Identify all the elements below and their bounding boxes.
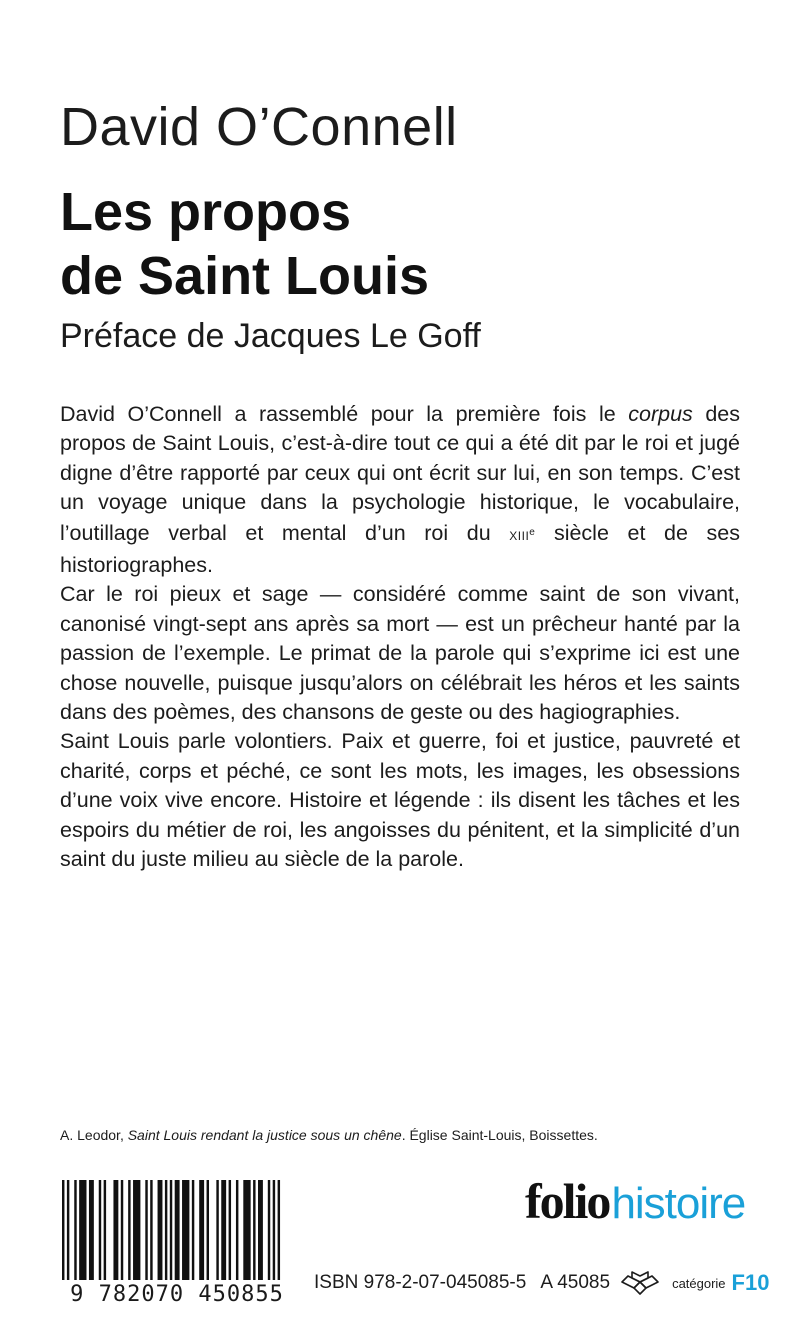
logo-histoire: histoire (611, 1179, 746, 1228)
folio-histoire-logo (525, 1172, 745, 1232)
century-suffix: e (529, 526, 536, 538)
barcode-bar (150, 1180, 152, 1280)
barcode-bar (74, 1180, 76, 1280)
caption-location: . Église Saint-Louis, Boissettes. (401, 1127, 598, 1143)
barcode-bar (216, 1180, 218, 1280)
blurb-paragraph-2: Car le roi pieux et sage — considéré comme saint de son vivant, canonisé vingt-sept ans après sa mort — est un prêcheur hanté par la passion de l’exemple. Le primat de la parole qui s’exprime ici est une chose nouvelle, puisque jusqu’alors on célébrait les héros et les saints dans des poèmes, des chansons de geste ou des hagiographies. (60, 582, 740, 725)
category-label: catégorie (672, 1275, 726, 1291)
logo-folio: folio (525, 1173, 610, 1229)
barcode-bar (158, 1180, 163, 1280)
isbn-number: ISBN 978-2-07-045085-5 (314, 1272, 527, 1293)
barcode-bar (199, 1180, 204, 1280)
blurb-p1-part-c: siècle et de ses historiographes. (60, 520, 741, 578)
author-name: David O’Connell (60, 97, 458, 157)
barcode-bar (145, 1180, 147, 1280)
barcode-bar (133, 1180, 140, 1280)
blurb-corpus-word: corpus (628, 402, 693, 426)
back-cover-blurb (60, 400, 740, 875)
barcode-bar (273, 1180, 275, 1280)
blurb-paragraph-1 (60, 400, 740, 580)
barcode-bar (175, 1180, 180, 1280)
barcode-bar (128, 1180, 130, 1280)
barcode-bar (62, 1180, 64, 1280)
book-title-line-2: de Saint Louis (60, 246, 430, 306)
century-numeral (509, 526, 536, 543)
barcode-bar (278, 1180, 280, 1280)
barcode-bar (89, 1180, 94, 1280)
barcode-bar (207, 1180, 209, 1280)
barcode-bar (221, 1180, 226, 1280)
blurb-p1-part-b: des propos de Saint Louis, c’est-à-dire tout ce qui a été dit par le roi et jugé digne d’être rapporté par ceux qui ont écrit sur lui, en son temps. C’est un voyage unique dans la psychologie historique, le vocabulaire, l’outillage verbal et mental d’un roi du (60, 402, 741, 545)
barcode-bar (67, 1180, 69, 1280)
barcode-bar (268, 1180, 270, 1280)
book-title (60, 180, 429, 308)
barcode-bar (99, 1180, 101, 1280)
barcode-bar (113, 1180, 118, 1280)
caption-work-title: Saint Louis rendant la justice sous un chêne (127, 1127, 402, 1143)
barcode-bar (104, 1180, 106, 1280)
barcode-bar (79, 1180, 86, 1280)
barcode-bar (170, 1180, 172, 1280)
blurb-paragraph-3: Saint Louis parle volontiers. Paix et guerre, foi et justice, pauvreté et charité, corps et péché, ce sont les mots, les images, les obsessions d’une voix vive encore. Histoire et légende : ils disent les tâches et les espoirs du métier de roi, les angoisses du pénitent, et la simplicité d’un saint du juste milieu au siècle de la parole. (60, 729, 740, 872)
century-roman: XIII (509, 528, 530, 543)
barcode-bar (165, 1180, 167, 1280)
barcode-bar (258, 1180, 263, 1280)
cover-image-caption (60, 1126, 760, 1144)
barcode-bar (229, 1180, 231, 1280)
book-title-line-1: Les propos (60, 182, 352, 242)
preface-credit: Préface de Jacques Le Goff (60, 317, 481, 355)
barcode-bars (58, 1180, 296, 1280)
category-code: F10 (731, 1270, 770, 1295)
barcode-bar (121, 1180, 123, 1280)
barcode-bar (253, 1180, 255, 1280)
barcode-bar (236, 1180, 238, 1280)
barcode-bar (182, 1180, 189, 1280)
barcode-bar (192, 1180, 194, 1280)
caption-artist: A. Leodor, (60, 1127, 128, 1143)
publication-info (314, 1268, 769, 1298)
blurb-p1-part-a: David O’Connell a rassemblé pour la première fois le (60, 402, 629, 426)
catalog-code: A 45085 (540, 1272, 611, 1293)
barcode-digits: 9 782070 450855 (58, 1280, 296, 1310)
open-book-icon (620, 1268, 660, 1298)
barcode-bar (243, 1180, 250, 1280)
